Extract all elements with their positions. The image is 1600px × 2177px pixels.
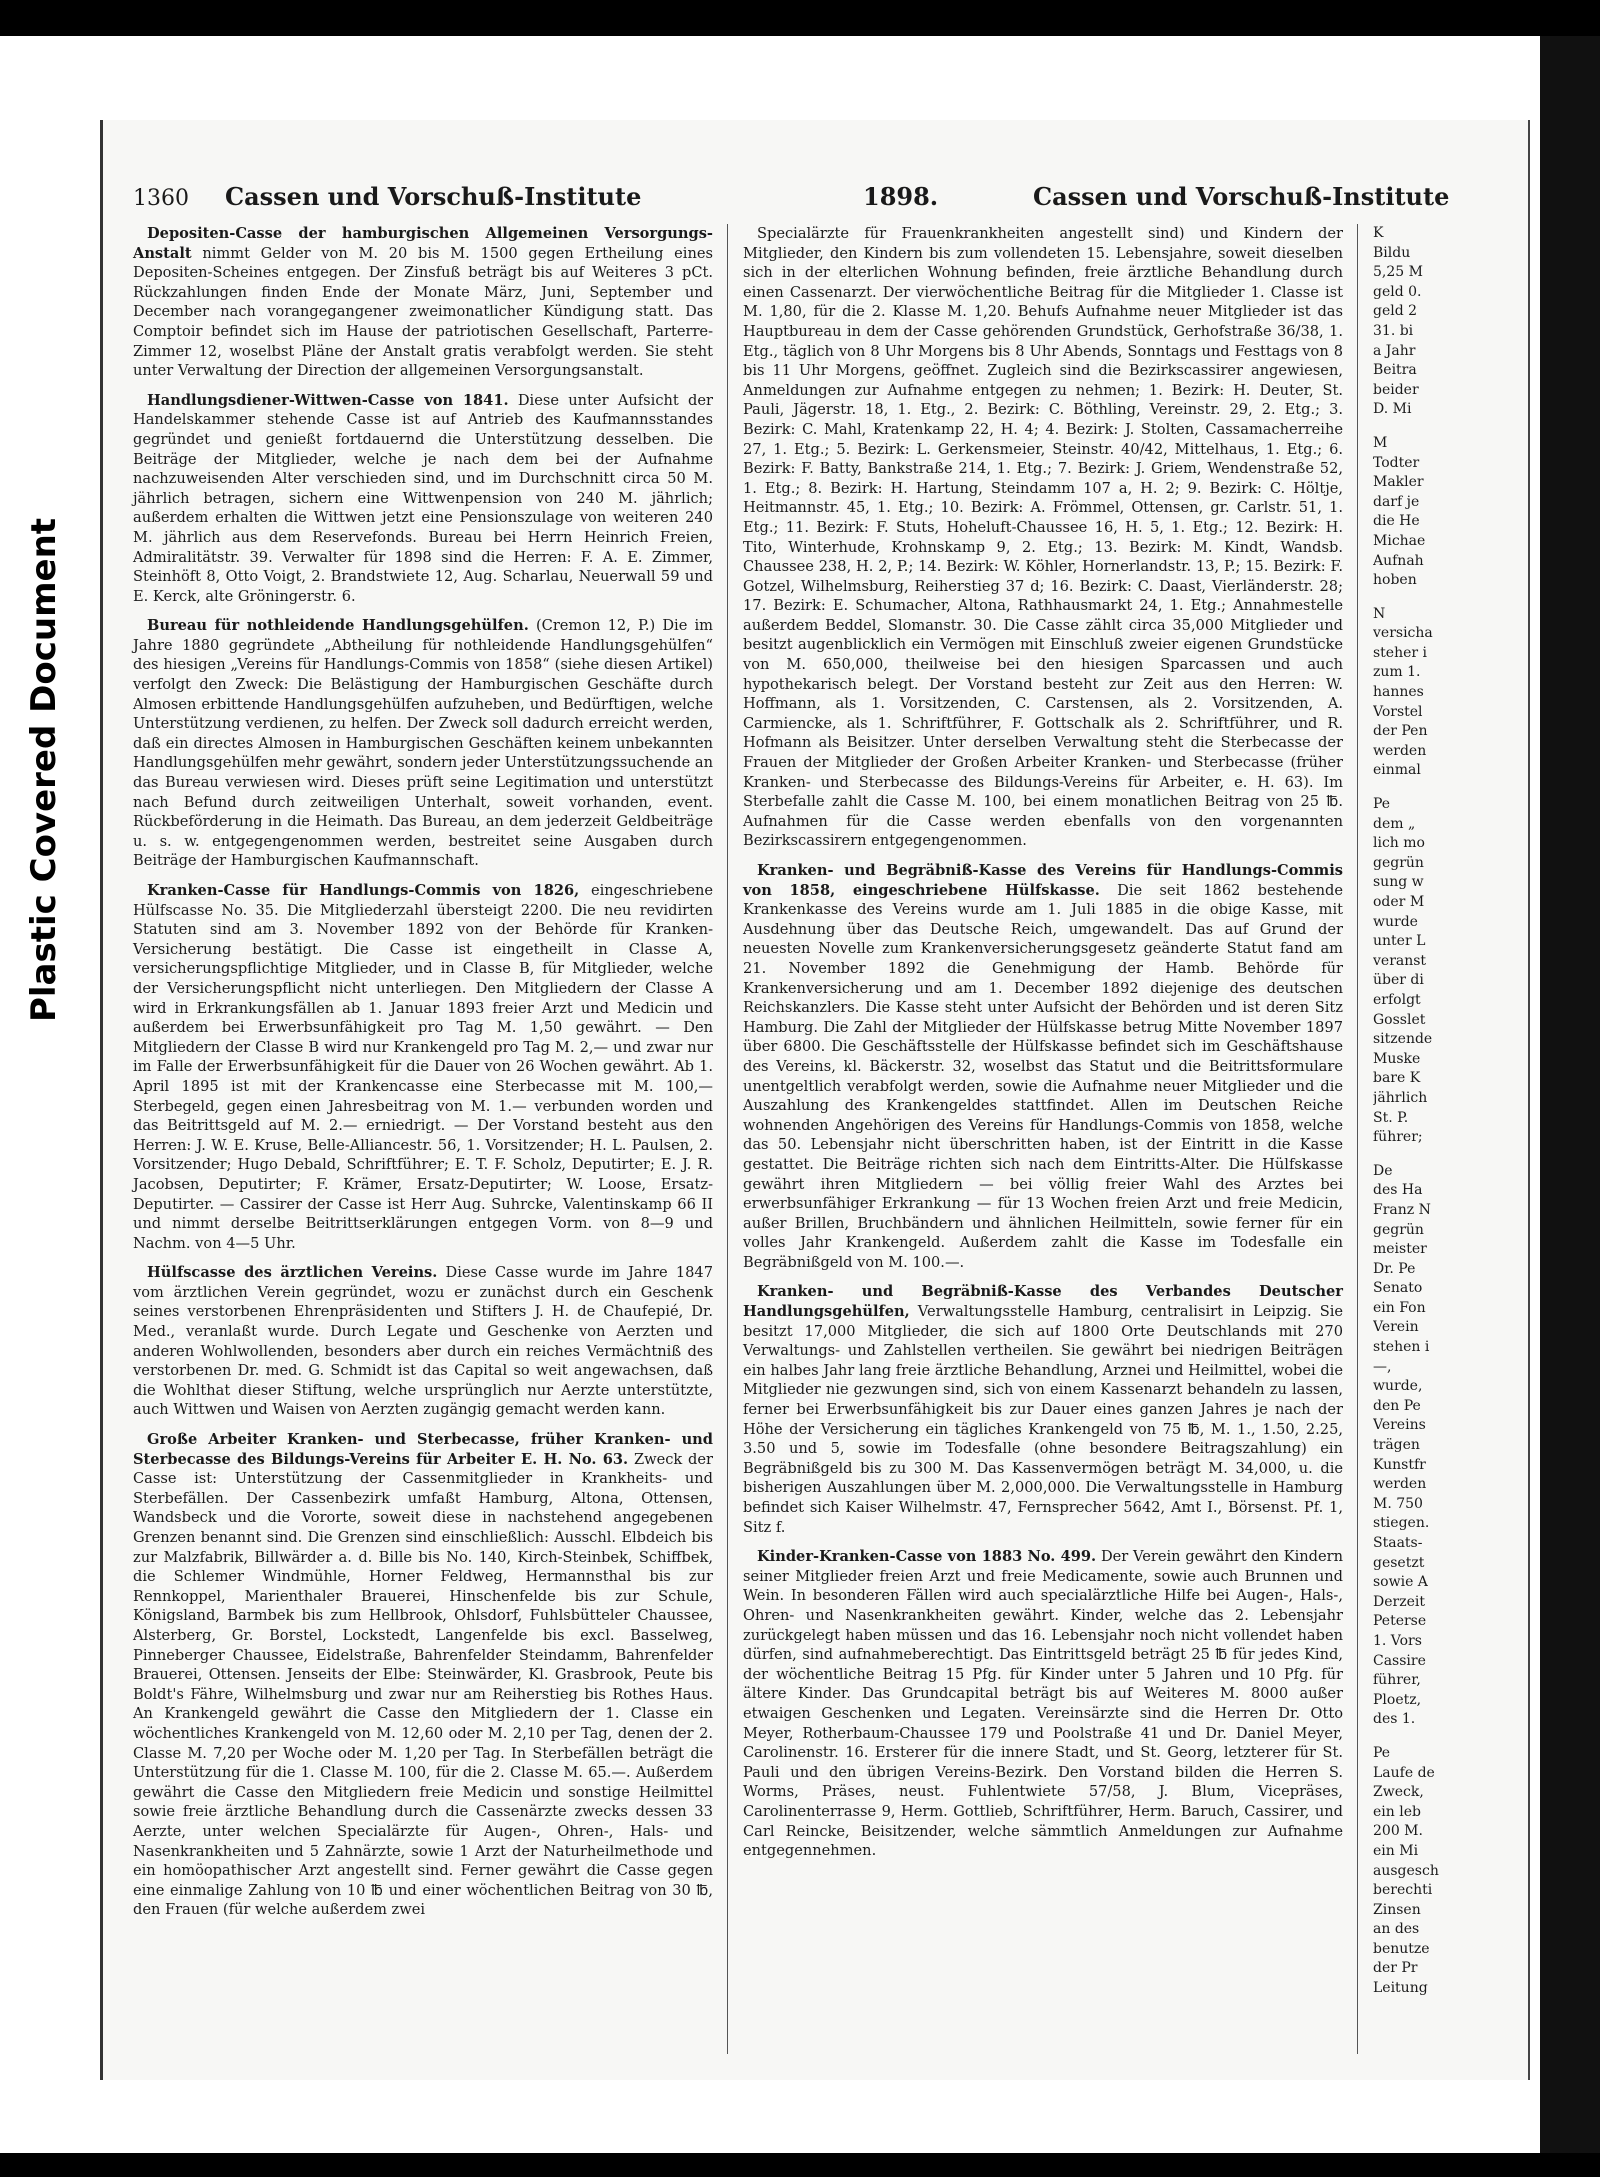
fragment-line: darf je: [1373, 493, 1420, 510]
entry-title: Bureau für nothleidende Handlungsgehülfen.: [147, 617, 529, 635]
watermark-text: Plastic Covered Document: [24, 517, 64, 1023]
fragment-line: Michae: [1373, 532, 1426, 549]
fragment-line: 1. Vors: [1373, 1632, 1422, 1649]
fragment-line: Staats-: [1373, 1535, 1423, 1551]
fragment-line: lich mo: [1373, 835, 1425, 852]
scan-bottom-border: [0, 2153, 1600, 2177]
fragment-line: hoben: [1373, 572, 1417, 589]
fragment-line: jährlich: [1373, 1089, 1428, 1106]
entry: [133, 224, 713, 381]
fragment-line: beider: [1373, 381, 1419, 398]
fragment-line: oder M: [1373, 894, 1425, 910]
fragment-line: Kunstfr: [1373, 1456, 1426, 1473]
fragment-line: Zinsen: [1373, 1901, 1421, 1918]
fragment-line: Verein: [1373, 1319, 1419, 1336]
fragment-line: versicha: [1373, 625, 1433, 642]
fragment-line: gesetzt: [1373, 1554, 1425, 1571]
fragment-line: trägen: [1373, 1437, 1420, 1454]
left-column: [133, 224, 713, 1930]
fragment-line: des 1.: [1373, 1711, 1416, 1728]
fragment-line: K: [1373, 225, 1384, 241]
fragment-line: Ploetz,: [1373, 1691, 1422, 1708]
entry-body: Diese unter Aufsicht der Handelskammer stehende Casse ist auf Antrieb des Kaufmannsstandes gegründet und genießt fortdauernd die Unterstützung desselben. Die Beiträge der Mitglieder, welche je nach dem bei der Aufnahme nachzuweisenden Alter verschieden sind, und im Durchschnitt circa 50 M. jährlich betragen, sichern eine Wittwenpension von 240 M. jährlich; außerdem erhalten die Wittwen jetzt eine Pensionszulage von weiteren 240 M. jährlich aus dem Reservefonds. Bureau bei Herrn Heinrich Freien, Admiralitätstr. 39. Verwalter für 1898 sind die Herren: F. A. E. Zimmer, Steinhöft 8, Otto Voigt, 2. Brandstwiete 12, Aug. Scharlau, Neuerwall 59 und E. Kerck, alte Gröningerstr. 6.: [133, 391, 713, 605]
fragment-line: stiegen.: [1373, 1515, 1430, 1532]
entry: [743, 1282, 1343, 1537]
scan-right-gutter: [1540, 36, 1600, 2153]
entry-body: Verwaltungsstelle Hamburg, centralisirt in Leipzig. Sie besitzt 17,000 Mitglieder, die sich auf 1800 Orte Deutschlands mit 270 Verwaltungs- und Zahlstellen vertheilen. Sie gewährt bei niedrigen Beiträgen ein halbes Jahr lang freie ärztliche Behandlung, Arznei und Heilmittel, wobei die Mitglieder nie gezwungen sind, sich von einem Kassenarzt behandeln zu lassen, ferner bei Erwerbsunfähigkeit bis zur Dauer eines ganzen Jahres je nach der Höhe der Versicherung ein tägliches Krankengeld von 75 ℔, M. 1., 1.50, 2.25, 3.50 und 5, sowie im Todesfalle (ohne besondere Beitragszahlung) ein Begräbnißgeld bis zu 300 M. Das Kassenvermögen beträgt M. 34,000, u. die bisherigen Auszahlungen über M. 2,000,000. Die Verwaltungsstelle in Hamburg befindet sich Kaiser Wilhelmstr. 47, Fernsprecher 5642, Amt I., Börsenst. Pf. 1, Sitz f.: [743, 1303, 1344, 1536]
page-header: [133, 182, 1513, 218]
fragment-line: Vorstel: [1373, 703, 1423, 720]
fragment-line: Peterse: [1373, 1613, 1427, 1630]
fragment-line: über di: [1373, 972, 1424, 989]
fragment-line: Zweck,: [1373, 1784, 1424, 1801]
fragment-line: ein Mi: [1373, 1842, 1419, 1859]
running-title-right: Cassen und Vorschuß-Institute: [1033, 182, 1450, 211]
fragment-line: De: [1373, 1162, 1393, 1179]
fragment-line: des Ha: [1373, 1182, 1423, 1199]
entry-body: (Cremon 12, P.) Die im Jahre 1880 gegründete „Abtheilung für nothleidende Handlungsgehülfen“ des hiesigen „Vereins für Handlungs-Commis von 1858“ (siehe diesen Artikel) verfolgt den Zweck: Die Belästigung der Hamburgischen Geschäfte durch Almosen erbittende Handlungsgehülfen aufzuheben, und Bedürftigen, welche Unterstützung verdienen, zu helfen. Der Zweck soll dadurch erreicht werden, daß ein directes Almosen in Hamburgischen Geschäften keinem unbekannten Handlungsgehülfen mehr gewährt, sondern jeder Unterstützungssuchende an das Bureau verwiesen wird. Dieses prüft seine Legitimation und unterstützt nach Befund durch zeitweiligen Unterhalt, soweit vorhanden, event. Rückbeförderung in die Heimath. Das Bureau, an dem jederzeit Geldbeiträge u. s. w. entgegengenommen werden, bestreitet seine Ausgaben durch Beiträge der Hamburgischen Kaufmannschaft.: [133, 617, 714, 870]
fragment-line: der Pen: [1373, 723, 1428, 740]
fragment-line: —,: [1373, 1358, 1392, 1375]
entry-title: Kranken-Casse für Handlungs-Commis von 1826,: [147, 882, 580, 899]
fragment-line: zum 1.: [1373, 664, 1421, 681]
fragment-line: steher i: [1373, 644, 1428, 661]
entry-body: Der Verein gewährt den Kindern seiner Mitglieder freien Arzt und freie Medicamente, sowie auch Brunnen und Wein. In besonderen Fällen wird auch specialärztliche Hilfe bei Augen-, Hals-, Ohren- und Nasenkrankheiten gewährt. Kinder, welche das 2. Lebensjahr zurückgelegt haben müssen und das 16. Lebensjahr noch nicht vollendet haben dürfen, sind aufnahmeberechtigt. Das Eintrittsgeld beträgt 25 ℔ für jedes Kind, der wöchentliche Beitrag 15 Pfg. für Kinder unter 5 Jahren und 10 Pfg. für ältere Kinder. Das Grundcapital beträgt bis auf Weiteres M. 8000 außer etwaigen Geschenken und Legaten. Vereinsärzte sind die Herren Dr. Otto Meyer, Rotherbaum-Chaussee 179 und Poolstraße 41 und Dr. Daniel Meyer, Carolinenstr. 16. Ersterer für die innere Stadt, und St. Georg, letzterer für St. Pauli und den übrigen Vereins-Bezirk. Den Vorstand bilden die Herren S. Worms, Präses, neust. Fuhlentwiete 57/58, J. Blum, Vicepräses, Carolinenterrasse 9, Herm. Gottlieb, Schriftführer, Herm. Baruch, Cassirer, und Carl Reincke, Beisitzender, welche sämmtlich Anmeldungen zur Aufnahme entgegennehmen.: [743, 1548, 1344, 1860]
fragment-line: einmal: [1373, 762, 1421, 779]
entry: [133, 1263, 713, 1420]
entry-body: Diese Casse wurde im Jahre 1847 vom ärztlichen Verein gegründet, wozu er zunächst durch ein Geschenk seines verstorbenen Ehrenpräsidenten und Stifters J. H. de Chaufepié, Dr. Med., veranlaßt wurde. Durch Legate und Geschenke von Aerzten und anderen Wohlwollenden, besonders aber durch ein reiches Vermächtniß des verstorbenen Dr. med. G. Schmidt ist das Capital so weit angewachsen, daß die Wohlthat dieser Stiftung, welche ursprünglich nur Aerzte unterstützte, auch Wittwen und Waisen von Aerzten zugängig gemacht werden kann.: [133, 1264, 713, 1419]
fragment-line: sitzende: [1373, 1031, 1433, 1048]
fragment-line: M: [1373, 434, 1388, 451]
fragment-line: Dr. Pe: [1373, 1260, 1416, 1277]
fragment-line: wurde,: [1373, 1378, 1423, 1395]
document-page: [100, 120, 1530, 2080]
fragment-line: Vereins: [1373, 1417, 1426, 1434]
entry-title: Depositen-Casse der hamburgischen Allgemeinen Versorgungs-Anstalt: [133, 225, 713, 262]
fragment-line: St. P.: [1373, 1109, 1409, 1126]
fragment-line: ein Fon: [1373, 1299, 1426, 1316]
middle-column: [743, 224, 1343, 1871]
right-page-fragment: [1373, 224, 1513, 2024]
entry: [133, 1430, 713, 1920]
fragment-line: der Pr: [1373, 1960, 1418, 1977]
fragment-line: werden: [1373, 742, 1427, 759]
fragment-line: meister: [1373, 1241, 1427, 1258]
entry: [133, 391, 713, 607]
fragment-line: gegrün: [1373, 854, 1424, 871]
entry-body: Die seit 1862 bestehende Krankenkasse des Vereins wurde am 1. Juli 1885 in die obige Kasse, mit Ausdehnung über das Deutsche Reich, umgewandelt. Das auf Grund der neuesten Novelle zum Krankenversicherungsgesetz geänderte Statut fand am 21. November 1892 die Genehmigung der Hamb. Behörde für Krankenversicherung und am 1. December 1892 diejenige des deutschen Reichskanzlers. Die Kasse steht unter Aufsicht der Behörden und ist deren Sitz Hamburg. Die Zahl der Mitglieder der Hülfskasse betrug Mitte November 1897 über 6800. Die Geschäftsstelle der Hülfskasse befindet sich im Geschäftshause des Vereins, kl. Bäckerstr. 32, woselbst das Statut und die Beitrittsformulare unentgeltlich verabfolgt werden, sowie die Aufnahme neuer Mitglieder und die Auszahlung des Krankengeldes stattfindet. Allen im Deutschen Reiche wohnenden Angehörigen des Vereins für Handlungs-Commis von 1858, welche das 50. Lebensjahr nicht überschritten haben, ist der Eintritt in die Kasse gestattet. Die Beiträge richten sich nach dem Eintritts-Alter. Die Hülfskasse gewährt ihren Mitgliedern — bei völlig freier Wahl des Arztes bei erwerbsunfähiger Erkrankung — für 13 Wochen freien Arzt und freie Medicin, außer Brillen, Bruchbändern und ähnlichen Heilmitteln, sowie ferner für ein volles Jahr Krankengeld. Außerdem zahlt die Kasse im Todesfalle ein Begräbnißgeld von M. 100.—.: [743, 881, 1343, 1271]
entry-body: Zweck der Casse ist: Unterstützung der Cassenmitglieder in Krankheits- und Sterbefällen. Der Cassenbezirk umfaßt Hamburg, Altona, Ottensen, Wandsbeck und die Vororte, soweit diese in nachstehend angegebenen Grenzen benannt sind. Die Grenzen sind einschließlich: Ausschl. Elbdeich bis zur Malzfabrik, Billwärder a. d. Bille bis No. 140, Kirch-Steinbek, Schiffbek, die Schlemer Windmühle, Horner Feldweg, Hermannsthal bis zur Rennkoppel, Marienthaler Brauerei, Hinschenfelde bis zur Schule, Königsland, Barmbek bis zum Hellbrook, Ohlsdorf, Fuhlsbütteler Chaussee, Alsterberg, Gr. Borstel, Lockstedt, Langenfelde bis excl. Basselweg, Pinneberger Chaussee, Eidelstraße, Bahrenfelder Steindamm, Bahrenfelder Brauerei, Ottensen. Jenseits der Elbe: Steinwärder, Kl. Grasbrook, Peute bis Boldt's Fähre, Wilhelmsburg und zwar nur am Reiherstieg bis Rothes Haus. An Krankengeld gewährt die Casse den Mitgliedern der 1. Classe ein wöchentliches Krankengeld von M. 12,60 oder M. 2,10 per Tag, denen der 2. Classe M. 7,20 per Woche oder M. 1,20 per Tag. In Sterbefällen beträgt die Unterstützung für die 1. Classe M. 100, für die 2. Classe M. 65.—. Außerdem gewährt die Casse den Mitgliedern freie Medicin und sonstige Heilmittel sowie freie ärztliche Behandlung durch die Cassenärzte zwecks dessen 33 Aerzte, unter welchen Specialärzte für Augen-, Ohren-, Hals- und Nasenkrankheiten und 5 Zahnärzte, sowie 1 Arzt der Naturheilmethode und ein homöopathischer Arzt angestellt sind. Ferner gewährt die Casse gegen eine einmalige Zahlung von 10 ℔ und einer wöchentlichen Beitrag von 30 ℔, den Frauen (für welche außerdem zwei: [133, 1450, 713, 1919]
fragment-line: Muske: [1373, 1050, 1421, 1067]
fragment-line: Pe: [1373, 796, 1391, 813]
fragment-line: berechti: [1373, 1882, 1433, 1899]
column-rule: [727, 224, 728, 2054]
fragment-line: Franz N: [1373, 1201, 1431, 1218]
fragment-line: Todter: [1373, 454, 1420, 471]
fragment-line: Pe: [1373, 1744, 1391, 1761]
scan-top-border: [0, 0, 1600, 36]
entry: [133, 616, 713, 871]
fragment-line: unter L: [1373, 933, 1426, 950]
fragment-line: D. Mi: [1373, 401, 1412, 418]
entry-body: Specialärzte für Frauenkrankheiten angestellt sind) und Kindern der Mitglieder, den Kindern bis zum vollendeten 15. Lebensjahre, soweit dieselben sich in der elterlichen Wohnung befinden, freie ärztliche Behandlung durch einen Cassenarzt. Der vierwöchentliche Beitrag für die Mitglieder 1. Classe ist M. 1,80, für die 2. Klasse M. 1,20. Behufs Aufnahme neuer Mitglieder ist das Hauptbureau in dem der Casse gehörenden Grundstück, Gerhofstraße 36/38, 1. Etg., täglich von 8 Uhr Morgens bis 8 Uhr Abends, Sonntags und Festtags von 8 bis 11 Uhr Morgens, geöffnet. Zugleich sind die Bezirkscassirer angewiesen, Anmeldungen zur Aufnahme entgegen zu nehmen; 1. Bezirk: H. Deuter, St. Pauli, Jägerstr. 18, 1. Etg., 2. Bezirk: C. Böthling, Vereinstr. 29, 2. Etg.; 3. Bezirk: C. Mahl, Kratenkamp 22, H. 4; 4. Bezirk: J. Stolten, Cassamacherreihe 27, 1. Etg.; 5. Bezirk: L. Gerkensmeier, Steinstr. 40/42, Mittelhaus, 1. Etg.; 6. Bezirk: F. Batty, Bankstraße 214, 1. Etg.; 7. Bezirk: J. Griem, Wendenstraße 52, 1. Etg.; 8. Bezirk: H. Hartung, Steindamm 107 a, H. 2; 9. Bezirk: C. Höltje, Heitmannstr. 45, 1. Etg.; 10. Bezirk: A. Frömmel, Ottensen, gr. Carlstr. 51, 1. Etg.; 11. Bezirk: F. Stuts, Hoheluft-Chaussee 16, H. 5, 1. Etg.; 12. Bezirk: H. Tito, Winterhude, Krohnskamp 9, 2. Etg.; 13. Bezirk: M. Kindt, Wandsb. Chaussee 238, H. 2, P.; 14. Bezirk: W. Köhler, Hornerlandstr. 13, P.; 15. Bezirk: F. Gotzel, Wilhelmsburg, Reiherstieg 37 d; 16. Bezirk: C. Daast, Vierländerstr. 28; 17. Bezirk: E. Schumacher, Altona, Rathhausmarkt 24, 1. Etg.; Annahmestelle außerdem Beddel, Slomanstr. 30. Die Casse zählt circa 35,000 Mitglieder und besitzt augenblicklich ein Vermögen mit Einschluß zweier eigenen Grundstücke von M. 650,000, theilweise bei den hiesigen Sparcassen und auch hypothekarisch belegt. Der Vorstand besteht zur Zeit aus den Herren: W. Hoffmann, als 1. Vorsitzenden, C. Carstensen, als 2. Vorsitzenden, A. Carmiencke, als 1. Schriftführer, F. Gottschalk als 2. Schriftführer, und R. Hofmann als Beisitzer. Unter derselben Verwaltung steht die Sterbecasse der Frauen der Mitglieder der Großen Arbeiter Kranken- und Sterbecasse (früher Kranken- und Sterbecasse des Bildungs-Vereins für Arbeiter, e. H. 63). Im Sterbefalle zahlt die Casse M. 100, bei einem monatlichen Beitrag von 25 ℔. Aufnahmen für die Casse werden ebenfalls von den vorgenannten Bezirkscassirern entgegengenommen.: [743, 225, 1343, 850]
fragment-line: den Pe: [1373, 1397, 1421, 1414]
fragment-line: sung w: [1373, 874, 1424, 891]
fragment-line: Makler: [1373, 474, 1424, 491]
fragment-line: bare K: [1373, 1070, 1421, 1087]
fragment-line: geld 0.: [1373, 283, 1422, 300]
fragment-line: Aufnah: [1373, 552, 1424, 569]
fragment-line: ausgesch: [1373, 1862, 1439, 1879]
fragment-line: benutze: [1373, 1940, 1430, 1957]
entry-title: Kranken- und Begräbniß-Kasse des Verbandes Deutscher Handlungsgehülfen,: [743, 1283, 1343, 1321]
fragment-line: veranst: [1373, 952, 1427, 969]
entry-body: nimmt Gelder von M. 20 bis M. 1500 gegen Ertheilung eines Depositen-Scheines entgegen. Der Zinsfuß beträgt bis auf Weiteres 3 pCt. Rückzahlungen finden Ende der Monate März, Juni, September und December nach vorangegangener zweimonatlicher Kündigung statt. Das Comptoir befindet sich im Hause der patriotischen Gesellschaft, Parterre-Zimmer 12, woselbst Pläne der Anstalt gratis verabfolgt werden. Sie steht unter Verwaltung der Direction der allgemeinen Versorgungsanstalt.: [133, 244, 714, 380]
running-title-left: Cassen und Vorschuß-Institute: [225, 182, 642, 211]
entry-title: Kinder-Kranken-Casse von 1883 No. 499.: [757, 1548, 1097, 1566]
fragment-line: Cassire: [1373, 1652, 1426, 1669]
fragment-line: geld 2: [1373, 303, 1418, 320]
entry-title: Große Arbeiter Kranken- und Sterbecasse, früher Kranken- und Sterbecasse des Bildungs-Vereins für Arbeiter E. H. No. 63.: [133, 1431, 713, 1468]
fragment-line: 31. bi: [1373, 322, 1414, 339]
fragment-line: erfolgt: [1373, 991, 1421, 1008]
fragment-line: führer;: [1373, 1129, 1423, 1146]
fragment-line: Leitung: [1373, 1980, 1428, 1997]
fragment-line: sowie A: [1373, 1574, 1428, 1591]
fragment-line: wurde: [1373, 913, 1418, 930]
watermark: [0, 120, 88, 1420]
column-rule: [1357, 224, 1358, 2054]
entry-title: Hülfscasse des ärztlichen Vereins.: [147, 1264, 438, 1282]
entry: [743, 224, 1343, 851]
fragment-line: 5,25 M: [1373, 264, 1423, 281]
fragment-line: dem „: [1373, 815, 1416, 832]
fragment-line: stehen i: [1373, 1339, 1430, 1356]
fragment-line: M. 750: [1373, 1495, 1423, 1512]
fragment-line: Gosslet: [1373, 1011, 1426, 1028]
fragment-line: ein leb: [1373, 1803, 1421, 1820]
fragment-line: Bildu: [1373, 244, 1411, 261]
fragment-line: an des: [1373, 1921, 1420, 1938]
fragment-line: werden: [1373, 1476, 1427, 1493]
fragment-line: 200 M.: [1373, 1823, 1423, 1840]
entry-body: eingeschriebene Hülfscasse No. 35. Die Mitgliederzahl übersteigt 2200. Die neu revidirten Statuten sind am 3. November 1892 von der Behörde für Kranken-Versicherung bestätigt. Die Casse ist eingetheilt in Classe A, versicherungspflichtige Mitglieder, und in Classe B, für Mitglieder, welche der Versicherungspflicht nicht unterliegen. Den Mitgliedern der Classe A wird in Erkrankungsfällen ab 1. Januar 1893 freier Arzt und Medicin und außerdem bei Erwerbsunfähigkeit pro Tag M. 1,50 gewährt. — Den Mitgliedern der Classe B wird nur Krankengeld pro Tag M. 2,— und zwar nur im Falle der Erwerbsunfähigkeit für die Dauer von 26 Wochen gewährt. Ab 1. April 1895 ist mit der Krankencasse eine Sterbecasse mit M. 100,— Sterbegeld, gegen einen Jahresbeitrag von M. 1.— verbunden worden und das Beitrittsgeld auf M. 2.— erniedrigt. — Der Vorstand besteht aus den Herren: J. W. E. Kruse, Belle-Alliancestr. 56, 1. Vorsitzender; H. L. Paulsen, 2. Vorsitzender; Hugo Debald, Schriftführer; E. T. F. Scholz, Deputirter; E. J. R. Jacobsen, Deputirter; F. Krämer, Ersatz-Deputirter; W. Loose, Ersatz-Deputirter. — Cassirer der Casse ist Herr Aug. Suhrcke, Valentinskamp 66 II und nimmt derselbe Beitrittserklärungen entgegen Vorm. von 8—9 und Nachm. von 4—5 Uhr.: [133, 882, 713, 1252]
fragment-line: gegrün: [1373, 1221, 1424, 1238]
fragment-line: Beitra: [1373, 362, 1417, 379]
entry-title: Handlungsdiener-Wittwen-Casse von 1841.: [147, 391, 509, 409]
fragment-line: Laufe de: [1373, 1764, 1435, 1781]
entry: [743, 1547, 1343, 1861]
fragment-line: hannes: [1373, 684, 1424, 701]
page-number: 1360: [133, 186, 189, 211]
fragment-line: führer,: [1373, 1672, 1421, 1689]
header-year: 1898.: [863, 182, 939, 211]
entry: [743, 861, 1343, 1272]
fragment-line: a Jahr: [1373, 342, 1416, 359]
entry: [133, 881, 713, 1253]
fragment-line: Derzeit: [1373, 1593, 1425, 1610]
fragment-line: Senato: [1373, 1280, 1423, 1297]
entry-title: Kranken- und Begräbniß-Kasse des Vereins für Handlungs-Commis von 1858, eingeschriebene Hülfskasse.: [743, 862, 1343, 899]
fragment-line: die He: [1373, 513, 1420, 530]
fragment-line: N: [1373, 605, 1386, 622]
